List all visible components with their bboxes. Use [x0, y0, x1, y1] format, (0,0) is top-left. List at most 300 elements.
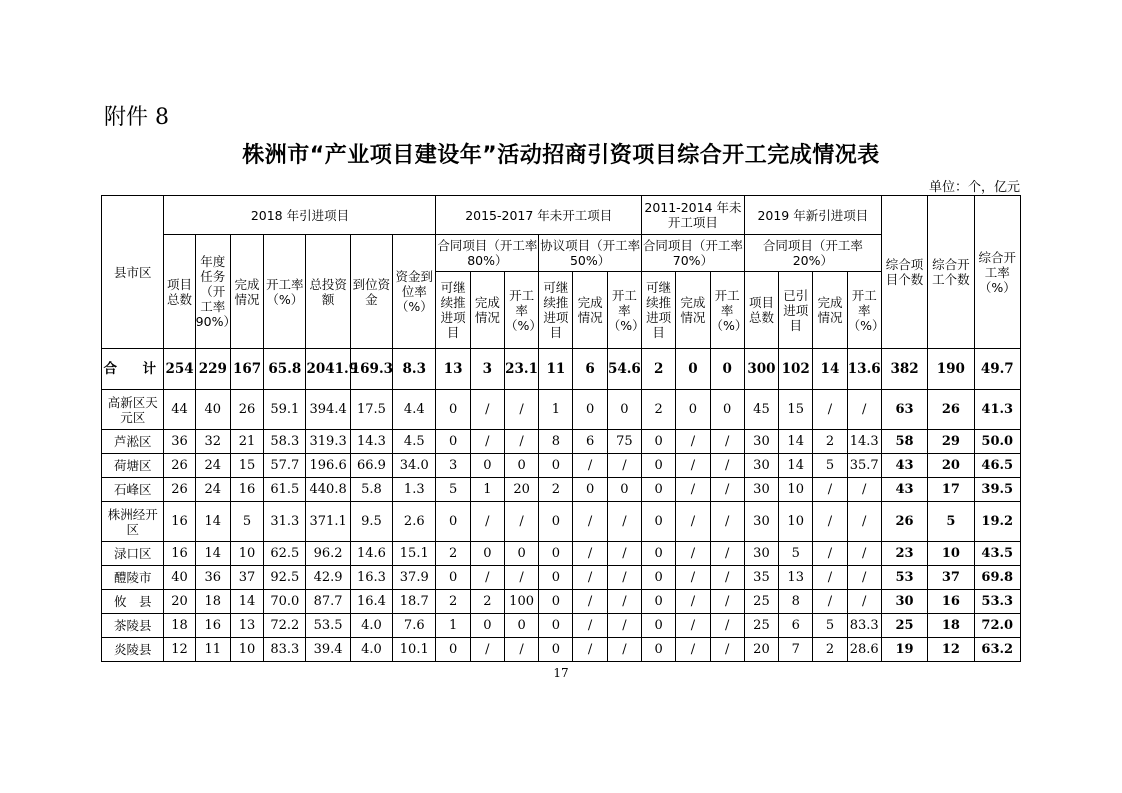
- table-cell: 382: [881, 349, 927, 390]
- table-cell: 0: [642, 502, 676, 542]
- table-cell: 0: [539, 454, 573, 478]
- table-cell: 1: [436, 614, 470, 638]
- table-cell: /: [470, 390, 504, 430]
- table-cell: 4.0: [350, 638, 392, 662]
- header-overall-count: 综合项目个数: [881, 196, 927, 349]
- total-row: [102, 349, 1021, 390]
- table-cell: 0: [539, 590, 573, 614]
- table-cell: /: [847, 566, 881, 590]
- table-cell: /: [470, 566, 504, 590]
- table-cell: 42.9: [306, 566, 350, 590]
- table-cell: 83.3: [264, 638, 306, 662]
- table-cell: 18: [928, 614, 974, 638]
- page-title: 株洲市“产业项目建设年”活动招商引资项目综合开工完成情况表: [242, 143, 880, 168]
- row-name: 合 计: [102, 349, 164, 390]
- header-continuable: 可继续推进项目: [436, 272, 470, 349]
- table-cell: 0: [642, 542, 676, 566]
- table-cell: 43.5: [974, 542, 1020, 566]
- table-cell: 0: [436, 566, 470, 590]
- table-cell: /: [710, 590, 744, 614]
- table-cell: 14: [779, 430, 813, 454]
- table-cell: /: [710, 614, 744, 638]
- table-cell: /: [847, 590, 881, 614]
- table-cell: 0: [436, 430, 470, 454]
- table-cell: 15: [230, 454, 263, 478]
- table-cell: 196.6: [306, 454, 350, 478]
- table-cell: 36: [164, 430, 195, 454]
- table-cell: 2: [642, 390, 676, 430]
- table-cell: 14: [195, 502, 230, 542]
- table-cell: 16: [195, 614, 230, 638]
- table-cell: 15: [779, 390, 813, 430]
- table-cell: /: [710, 566, 744, 590]
- row-name: 渌口区: [102, 542, 164, 566]
- table-cell: 53.3: [974, 590, 1020, 614]
- table-cell: 44: [164, 390, 195, 430]
- header-agreement-50: 协议项目（开工率 50%）: [539, 235, 642, 272]
- table-cell: 14.3: [350, 430, 392, 454]
- table-cell: 45: [744, 390, 778, 430]
- table-cell: 72.0: [974, 614, 1020, 638]
- header-county: 县市区: [102, 196, 164, 349]
- table-cell: 14: [230, 590, 263, 614]
- header-continuable: 可继续推进项目: [642, 272, 676, 349]
- table-cell: 18.7: [393, 590, 436, 614]
- table-cell: 16: [164, 502, 195, 542]
- table-cell: 31.3: [264, 502, 306, 542]
- table-cell: 2041.9: [306, 349, 350, 390]
- table-cell: 2: [813, 638, 847, 662]
- table-cell: /: [813, 590, 847, 614]
- table-cell: 14: [195, 542, 230, 566]
- table-cell: 2: [642, 349, 676, 390]
- table-cell: 57.7: [264, 454, 306, 478]
- table-cell: 13.6: [847, 349, 881, 390]
- table-cell: /: [470, 638, 504, 662]
- table-cell: 7.6: [393, 614, 436, 638]
- header-rate-2019: 开工率（%）: [847, 272, 881, 349]
- table-cell: 87.7: [306, 590, 350, 614]
- table-cell: /: [710, 638, 744, 662]
- table-cell: 1: [539, 390, 573, 430]
- table-cell: 0: [642, 454, 676, 478]
- header-overall-started: 综合开工个数: [928, 196, 974, 349]
- header-completion-short: 完成情况: [573, 272, 607, 349]
- table-cell: 18: [195, 590, 230, 614]
- table-cell: 37.9: [393, 566, 436, 590]
- table-cell: /: [607, 542, 641, 566]
- table-cell: 17.5: [350, 390, 392, 430]
- table-cell: 394.4: [306, 390, 350, 430]
- header-total-2019: 项目总数: [744, 272, 778, 349]
- table-cell: 12: [928, 638, 974, 662]
- table-cell: 32: [195, 430, 230, 454]
- header-rate-short: 开工率（%）: [607, 272, 641, 349]
- table-cell: 0: [436, 502, 470, 542]
- table-cell: 190: [928, 349, 974, 390]
- table-cell: 102: [779, 349, 813, 390]
- table-cell: 5: [230, 502, 263, 542]
- header-completion: 完成情况: [230, 235, 263, 349]
- table-cell: 24: [195, 478, 230, 502]
- table-cell: 0: [642, 566, 676, 590]
- table-cell: 0: [676, 349, 710, 390]
- table-cell: /: [607, 614, 641, 638]
- table-cell: 11: [195, 638, 230, 662]
- table-cell: 3: [436, 454, 470, 478]
- table-row: [102, 478, 1021, 502]
- table-cell: 26: [164, 478, 195, 502]
- table-cell: 2: [813, 430, 847, 454]
- table-cell: 0: [607, 478, 641, 502]
- header-group-2011-2014: 2011-2014 年未开工项目: [642, 196, 745, 235]
- table-cell: 0: [539, 614, 573, 638]
- row-name: 荷塘区: [102, 454, 164, 478]
- table-cell: /: [573, 638, 607, 662]
- table-cell: 30: [744, 430, 778, 454]
- table-cell: 53.5: [306, 614, 350, 638]
- table-cell: 0: [436, 390, 470, 430]
- table-cell: /: [607, 502, 641, 542]
- header-group-2018: 2018 年引进项目: [164, 196, 436, 235]
- table-cell: 63: [881, 390, 927, 430]
- row-name: 石峰区: [102, 478, 164, 502]
- table-row: [102, 430, 1021, 454]
- table-cell: 29: [928, 430, 974, 454]
- table-cell: 13: [436, 349, 470, 390]
- page-number: 17: [553, 666, 569, 680]
- table-cell: 229: [195, 349, 230, 390]
- table-cell: /: [847, 390, 881, 430]
- table-cell: 0: [504, 454, 538, 478]
- table-cell: 72.2: [264, 614, 306, 638]
- table-cell: 43: [881, 454, 927, 478]
- table-cell: 63.2: [974, 638, 1020, 662]
- header-completion-short: 完成情况: [470, 272, 504, 349]
- header-overall-rate: 综合开工率（%）: [974, 196, 1020, 349]
- table-cell: 40: [164, 566, 195, 590]
- table-cell: 300: [744, 349, 778, 390]
- table-cell: 8: [779, 590, 813, 614]
- table-cell: /: [573, 542, 607, 566]
- table-cell: 49.7: [974, 349, 1020, 390]
- table-cell: 371.1: [306, 502, 350, 542]
- table-cell: 6: [779, 614, 813, 638]
- table-cell: 37: [230, 566, 263, 590]
- table-cell: 0: [642, 614, 676, 638]
- table-cell: 3: [470, 349, 504, 390]
- header-total-invest: 总投资额: [306, 235, 350, 349]
- table-cell: 9.5: [350, 502, 392, 542]
- table-cell: 96.2: [306, 542, 350, 566]
- table-cell: 75: [607, 430, 641, 454]
- header-annual-task: 年度任务（开工率90%）: [195, 235, 230, 349]
- table-cell: 30: [744, 502, 778, 542]
- table-cell: /: [676, 638, 710, 662]
- table-cell: 41.3: [974, 390, 1020, 430]
- table-cell: /: [504, 430, 538, 454]
- table-cell: 2: [470, 590, 504, 614]
- table-cell: /: [847, 542, 881, 566]
- table-cell: 4.4: [393, 390, 436, 430]
- table-cell: 34.0: [393, 454, 436, 478]
- table-cell: 167: [230, 349, 263, 390]
- table-cell: 10: [779, 478, 813, 502]
- table-cell: 0: [504, 614, 538, 638]
- table-row: [102, 502, 1021, 542]
- table-cell: /: [676, 542, 710, 566]
- table-cell: /: [504, 638, 538, 662]
- table-cell: 18: [164, 614, 195, 638]
- table-cell: 58.3: [264, 430, 306, 454]
- header-start-rate: 开工率（%）: [264, 235, 306, 349]
- table-cell: 19: [881, 638, 927, 662]
- table-cell: 5: [813, 614, 847, 638]
- table-cell: 0: [470, 542, 504, 566]
- table-cell: 16: [928, 590, 974, 614]
- table-cell: 0: [539, 638, 573, 662]
- table-cell: 20: [164, 590, 195, 614]
- table-cell: 100: [504, 590, 538, 614]
- table-cell: /: [710, 454, 744, 478]
- header-contract-20: 合同项目（开工率 20%）: [744, 235, 881, 272]
- header-group-2019: 2019 年新引进项目: [744, 196, 881, 235]
- table-cell: 21: [230, 430, 263, 454]
- table-cell: 13: [230, 614, 263, 638]
- table-cell: 23: [881, 542, 927, 566]
- table-cell: 8: [539, 430, 573, 454]
- table-row: [102, 638, 1021, 662]
- table-cell: 35.7: [847, 454, 881, 478]
- table-cell: 16.4: [350, 590, 392, 614]
- table-cell: 5.8: [350, 478, 392, 502]
- table-cell: 7: [779, 638, 813, 662]
- table-cell: 4.5: [393, 430, 436, 454]
- table-cell: 16: [230, 478, 263, 502]
- table-row: [102, 454, 1021, 478]
- table-cell: 11: [539, 349, 573, 390]
- table-cell: /: [607, 454, 641, 478]
- header-contract-80: 合同项目（开工率 80%）: [436, 235, 539, 272]
- table-cell: 0: [607, 390, 641, 430]
- table-cell: 70.0: [264, 590, 306, 614]
- table-cell: 10: [230, 638, 263, 662]
- table-cell: 10: [928, 542, 974, 566]
- table-cell: 0: [539, 542, 573, 566]
- table-cell: /: [813, 566, 847, 590]
- table-cell: /: [710, 502, 744, 542]
- table-cell: 5: [928, 502, 974, 542]
- table-cell: /: [470, 502, 504, 542]
- table-cell: 440.8: [306, 478, 350, 502]
- table-cell: 25: [744, 614, 778, 638]
- table-row: [102, 590, 1021, 614]
- table-cell: 20: [744, 638, 778, 662]
- table-cell: 0: [642, 590, 676, 614]
- table-cell: 319.3: [306, 430, 350, 454]
- table-cell: 0: [504, 542, 538, 566]
- table-cell: 2: [539, 478, 573, 502]
- table-cell: 1: [470, 478, 504, 502]
- table-cell: 66.9: [350, 454, 392, 478]
- table-cell: 14.3: [847, 430, 881, 454]
- table-cell: 0: [710, 349, 744, 390]
- table-cell: 0: [470, 454, 504, 478]
- table-cell: /: [504, 566, 538, 590]
- table-cell: 14: [813, 349, 847, 390]
- table-cell: 59.1: [264, 390, 306, 430]
- table-cell: /: [710, 430, 744, 454]
- table-cell: 6: [573, 349, 607, 390]
- table-cell: 65.8: [264, 349, 306, 390]
- table-cell: /: [504, 390, 538, 430]
- header-rate-short: 开工率（%）: [504, 272, 538, 349]
- table-cell: 0: [539, 502, 573, 542]
- table-cell: 26: [928, 390, 974, 430]
- table-cell: 35: [744, 566, 778, 590]
- table-cell: 16: [164, 542, 195, 566]
- table-cell: 26: [230, 390, 263, 430]
- header-continuable: 可继续推进项目: [539, 272, 573, 349]
- table-cell: /: [676, 430, 710, 454]
- row-name: 炎陵县: [102, 638, 164, 662]
- table-row: [102, 614, 1021, 638]
- table-cell: 13: [779, 566, 813, 590]
- table-cell: 15.1: [393, 542, 436, 566]
- table-cell: 61.5: [264, 478, 306, 502]
- table-cell: /: [470, 430, 504, 454]
- table-cell: 14: [779, 454, 813, 478]
- table-cell: /: [813, 542, 847, 566]
- table-cell: 5: [813, 454, 847, 478]
- table-cell: 46.5: [974, 454, 1020, 478]
- table-cell: 25: [881, 614, 927, 638]
- table-cell: /: [573, 454, 607, 478]
- table-cell: 0: [676, 390, 710, 430]
- table-cell: /: [676, 478, 710, 502]
- table-cell: /: [676, 454, 710, 478]
- table-cell: 69.8: [974, 566, 1020, 590]
- table-cell: 5: [779, 542, 813, 566]
- table-cell: 2.6: [393, 502, 436, 542]
- header-completion-short: 完成情况: [676, 272, 710, 349]
- row-name: 攸 县: [102, 590, 164, 614]
- table-cell: /: [813, 502, 847, 542]
- table-cell: 10.1: [393, 638, 436, 662]
- attachment-label: 附件 8: [104, 105, 169, 130]
- table-cell: /: [676, 502, 710, 542]
- table-cell: 0: [470, 614, 504, 638]
- row-name: 高新区天元区: [102, 390, 164, 430]
- table-cell: 4.0: [350, 614, 392, 638]
- table-cell: 19.2: [974, 502, 1020, 542]
- table-cell: 36: [195, 566, 230, 590]
- table-cell: 10: [779, 502, 813, 542]
- table-cell: 1.3: [393, 478, 436, 502]
- table-cell: 30: [744, 454, 778, 478]
- table-cell: 0: [642, 478, 676, 502]
- table-cell: 10: [230, 542, 263, 566]
- table-cell: 0: [573, 478, 607, 502]
- table-cell: 5: [436, 478, 470, 502]
- table-cell: 54.6: [607, 349, 641, 390]
- table-cell: 26: [164, 454, 195, 478]
- table-cell: 0: [642, 638, 676, 662]
- table-cell: 23.1: [504, 349, 538, 390]
- table-cell: 43: [881, 478, 927, 502]
- table-cell: /: [710, 478, 744, 502]
- table-row: [102, 566, 1021, 590]
- table-cell: 6: [573, 430, 607, 454]
- table-cell: 20: [504, 478, 538, 502]
- table-cell: 39.4: [306, 638, 350, 662]
- table-cell: /: [573, 502, 607, 542]
- table-cell: 17: [928, 478, 974, 502]
- table-cell: 58: [881, 430, 927, 454]
- header-introduced: 已引进项目: [779, 272, 813, 349]
- table-cell: 39.5: [974, 478, 1020, 502]
- row-name: 株洲经开区: [102, 502, 164, 542]
- table-cell: 30: [881, 590, 927, 614]
- table-cell: 2: [436, 590, 470, 614]
- table-cell: 25: [744, 590, 778, 614]
- unit-label: 单位：个，亿元: [928, 180, 1020, 195]
- table-cell: 0: [710, 390, 744, 430]
- row-name: 芦淞区: [102, 430, 164, 454]
- table-cell: 40: [195, 390, 230, 430]
- table-cell: /: [573, 614, 607, 638]
- header-group-2015-2017: 2015-2017 年未开工项目: [436, 196, 642, 235]
- table-cell: 20: [928, 454, 974, 478]
- table-cell: /: [607, 590, 641, 614]
- table-cell: /: [676, 566, 710, 590]
- table-cell: /: [504, 502, 538, 542]
- table-cell: 16.3: [350, 566, 392, 590]
- header-funds-arrived: 到位资金: [350, 235, 392, 349]
- table-cell: 169.3: [350, 349, 392, 390]
- table-cell: 37: [928, 566, 974, 590]
- header-total-count: 项目总数: [164, 235, 195, 349]
- table-cell: /: [676, 614, 710, 638]
- table-cell: /: [573, 566, 607, 590]
- table-row: [102, 390, 1021, 430]
- table-cell: 28.6: [847, 638, 881, 662]
- summary-table: [101, 195, 1021, 662]
- table-cell: /: [607, 566, 641, 590]
- table-row: [102, 542, 1021, 566]
- table-cell: 30: [744, 542, 778, 566]
- row-name: 醴陵市: [102, 566, 164, 590]
- table-cell: 2: [436, 542, 470, 566]
- header-completion-2019: 完成情况: [813, 272, 847, 349]
- header-funds-rate: 资金到位率（%）: [393, 235, 436, 349]
- table-cell: 254: [164, 349, 195, 390]
- table-cell: /: [813, 390, 847, 430]
- table-cell: 24: [195, 454, 230, 478]
- table-cell: /: [847, 502, 881, 542]
- table-cell: 53: [881, 566, 927, 590]
- table-cell: 92.5: [264, 566, 306, 590]
- table-cell: 14.6: [350, 542, 392, 566]
- table-cell: 62.5: [264, 542, 306, 566]
- table-cell: 8.3: [393, 349, 436, 390]
- table-cell: /: [607, 638, 641, 662]
- table-cell: /: [676, 590, 710, 614]
- table-cell: /: [710, 542, 744, 566]
- header-rate-short: 开工率（%）: [710, 272, 744, 349]
- table-cell: 26: [881, 502, 927, 542]
- table-cell: /: [813, 478, 847, 502]
